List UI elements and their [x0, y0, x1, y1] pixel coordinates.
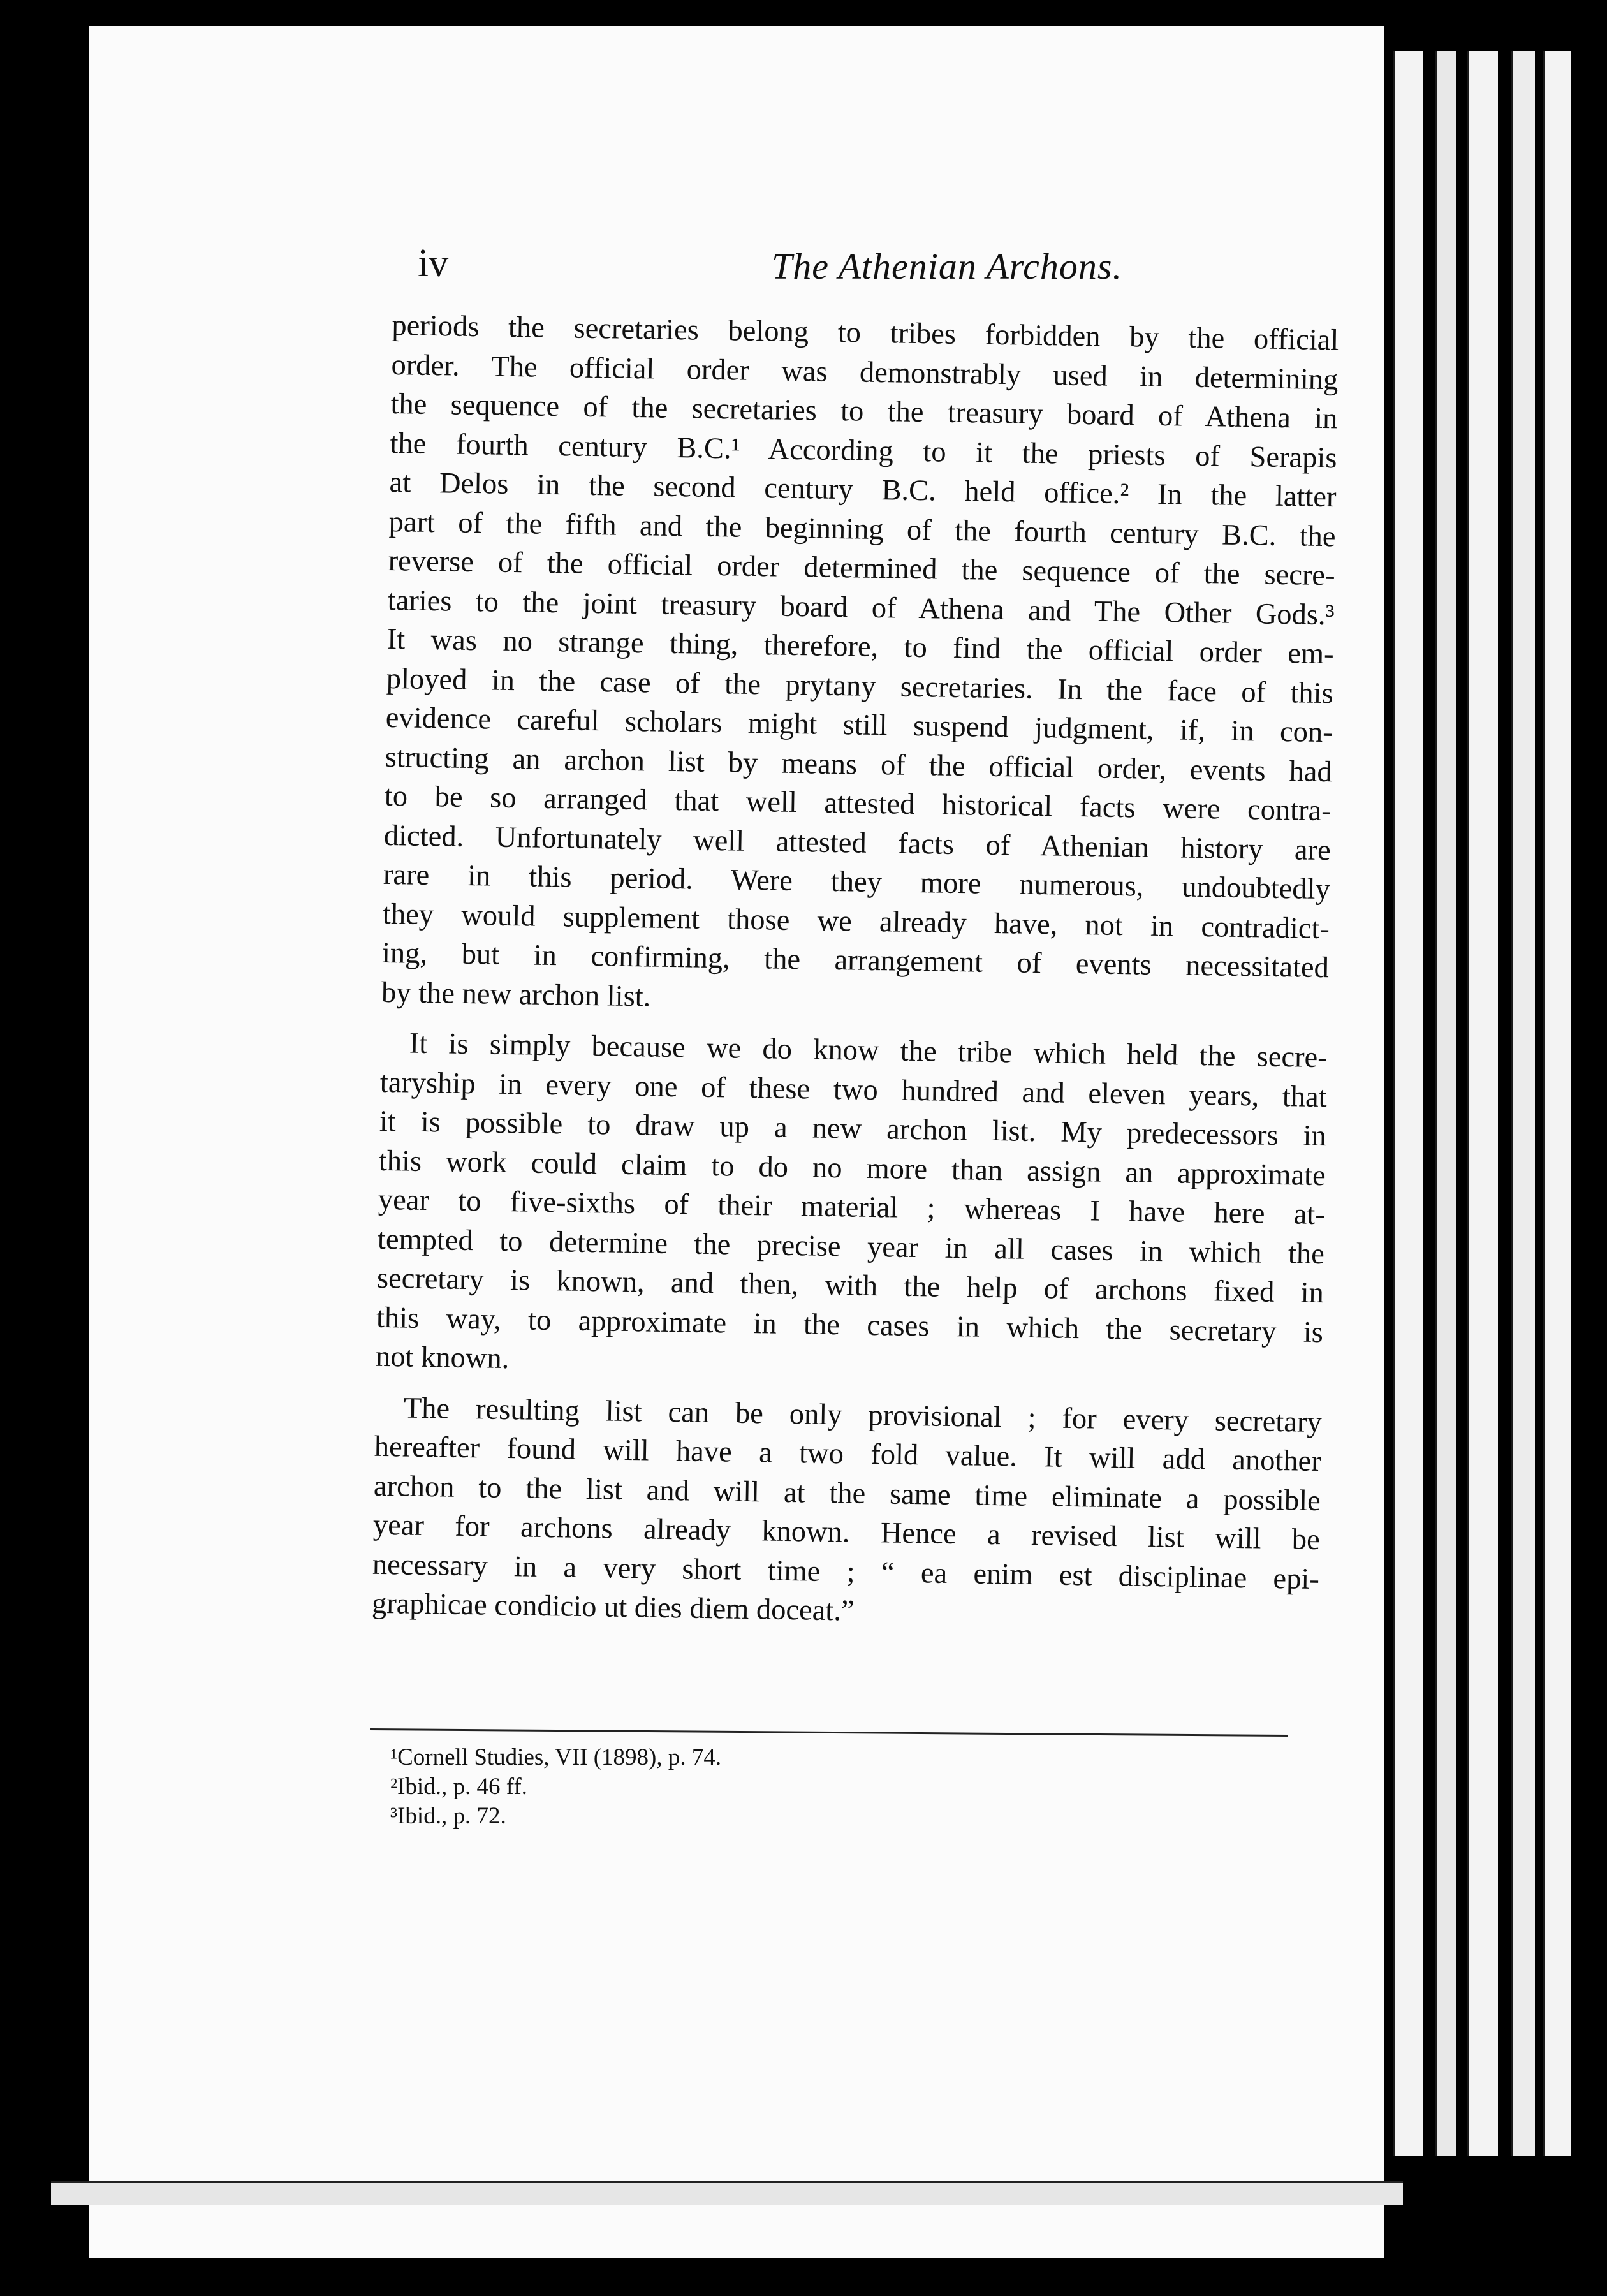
page-header [418, 241, 1122, 298]
text-line: not known. [375, 1340, 510, 1376]
text-line: this work could claim to do no more than assign an approximate [378, 1144, 1326, 1192]
text-line: dicted. Unfortunately well attested facts of Athenian history are [383, 819, 1332, 867]
footnote: ¹Cornell Studies, VII (1898), p. 74. [390, 1744, 722, 1770]
text-line: taryship in every one of these two hundred and eleven years, that [379, 1066, 1328, 1114]
text-line: by the new archon list. [381, 976, 651, 1013]
text-line: taries to the joint treasury board of Athena and The Other Gods.³ [387, 584, 1335, 631]
footnotes [390, 1743, 964, 1831]
text-line: ing, but in confirming, the arrangement of events necessitated [381, 936, 1330, 985]
text-line: It is simply because we do know the tribe which held the secre- [409, 1027, 1328, 1075]
page-edge-decoration [1511, 51, 1535, 2156]
text-line: to be so arranged that well attested historical facts were contra- [384, 779, 1332, 828]
text-line: order. The official order was demonstrably used in determining [391, 348, 1339, 396]
text-line: It was no strange thing, therefore, to find the official order em- [386, 622, 1335, 671]
text-line: tempted to determine the precise year in all cases in which the [377, 1223, 1325, 1270]
text-line: archon to the list and will at the same time eliminate a possible [373, 1469, 1321, 1517]
text-line: they would supplement those we already have, not in contradict- [382, 897, 1330, 945]
paragraph [376, 1024, 1328, 1392]
text-line: it is possible to draw up a new archon list. My predecessors in [379, 1105, 1327, 1153]
text-line: year to five-sixths of their material ; whereas I have here at- [378, 1183, 1326, 1232]
footnote: ³Ibid., p. 72. [390, 1803, 506, 1829]
text-line: the fourth century B.C.¹ According to it the priests of Serapis [390, 427, 1337, 475]
page-edge-decoration [1467, 51, 1498, 2156]
page-bottom-fold [51, 2181, 1403, 2205]
text-line: The resulting list can be only provisional ; for every secretary [403, 1391, 1323, 1439]
text-line: periods the secretaries belong to tribes forbidden by the official [392, 309, 1339, 357]
text-line: reverse of the official order determined the sequence of the secre- [388, 544, 1335, 592]
footnote: ²Ibid., p. 46 ff. [390, 1774, 527, 1800]
text-line: evidence careful scholars might still suspend judgment, if, in con- [385, 701, 1333, 749]
text-line: ployed in the case of the prytany secretaries. In the face of this [386, 662, 1334, 710]
text-line: at Delos in the second century B.C. held office.² In the latter [389, 466, 1337, 514]
running-title: The Athenian Archons. [772, 246, 1122, 287]
text-line: necessary in a very short time ; “ ea enim est disciplinae epi- [372, 1548, 1320, 1596]
text-line: hereafter found will have a two fold value. It will add another [374, 1430, 1322, 1478]
text-line: year for archons already known. Hence a revised list will be [372, 1508, 1321, 1557]
page-edge-decoration [1435, 51, 1456, 2156]
page-edge-decoration [1393, 51, 1423, 2156]
body-text [372, 306, 1339, 1638]
page-edge-decoration [1543, 51, 1571, 2156]
text-line: structing an archon list by means of the official order, events had [385, 740, 1333, 788]
paragraph [372, 1388, 1323, 1638]
text-line: secretary is known, and then, with the help of archons fixed in [376, 1262, 1324, 1310]
text-line: graphicae condicio ut dies diem doceat.” [371, 1587, 855, 1628]
text-line: the sequence of the secretaries to the treasury board of Athena in [390, 387, 1338, 436]
text-line: this way, to approximate in the cases in which the secretary is [376, 1301, 1324, 1349]
text-line: rare in this period. Were they more numerous, undoubtedly [383, 858, 1331, 906]
text-line: part of the fifth and the beginning of the fourth century B.C. the [388, 505, 1336, 553]
paragraph [381, 306, 1339, 1027]
page-number: iv [418, 242, 449, 285]
